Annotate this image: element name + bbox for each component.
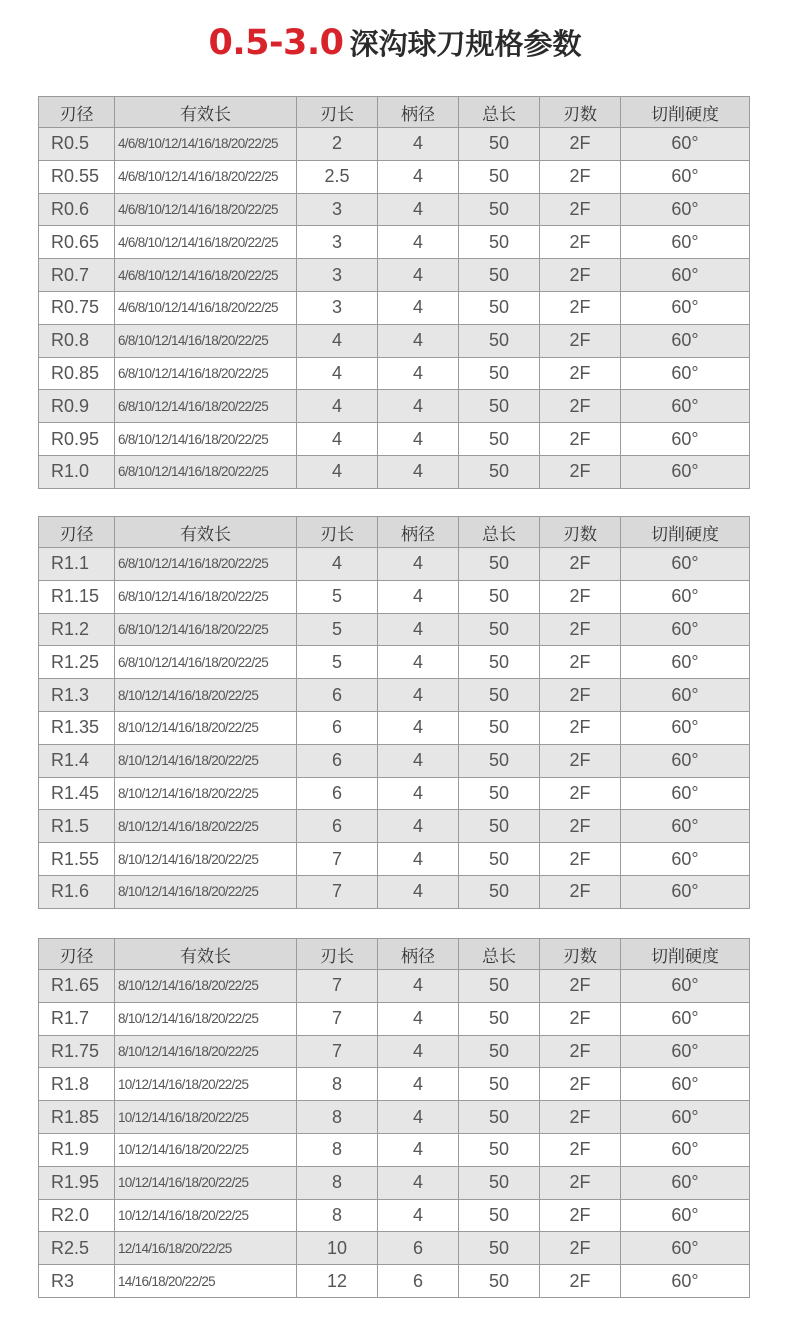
hardness-cell: 60°: [621, 744, 750, 777]
radius-cell: R1.85: [39, 1101, 115, 1134]
shank-diameter-cell: 4: [378, 259, 459, 292]
radius-cell: R0.75: [39, 291, 115, 324]
hardness-cell: 60°: [621, 875, 750, 908]
blade-length-cell: 3: [297, 226, 378, 259]
blade-length-cell: 6: [297, 711, 378, 744]
total-length-cell: 50: [459, 1101, 540, 1134]
total-length-cell: 50: [459, 226, 540, 259]
table-row: [39, 1199, 750, 1232]
hardness-cell: 60°: [621, 777, 750, 810]
flute-count-cell: 2F: [540, 580, 621, 613]
column-header-blade-length: 刃长: [297, 517, 378, 548]
flute-count-cell: 2F: [540, 1199, 621, 1232]
effective-length-cell: 8/10/12/14/16/18/20/22/25: [115, 1002, 297, 1035]
table-row: [39, 390, 750, 423]
flute-count-cell: 2F: [540, 357, 621, 390]
radius-cell: R1.7: [39, 1002, 115, 1035]
hardness-cell: 60°: [621, 1232, 750, 1265]
radius-cell: R0.6: [39, 193, 115, 226]
shank-diameter-cell: 4: [378, 1199, 459, 1232]
blade-length-cell: 6: [297, 777, 378, 810]
hardness-cell: 60°: [621, 970, 750, 1003]
effective-length-cell: 8/10/12/14/16/18/20/22/25: [115, 711, 297, 744]
hardness-cell: 60°: [621, 810, 750, 843]
flute-count-cell: 2F: [540, 259, 621, 292]
shank-diameter-cell: 4: [378, 1068, 459, 1101]
total-length-cell: 50: [459, 160, 540, 193]
radius-cell: R1.65: [39, 970, 115, 1003]
total-length-cell: 50: [459, 548, 540, 581]
radius-cell: R0.55: [39, 160, 115, 193]
total-length-cell: 50: [459, 970, 540, 1003]
hardness-cell: 60°: [621, 357, 750, 390]
total-length-cell: 50: [459, 679, 540, 712]
header-row: [39, 939, 750, 970]
shank-diameter-cell: 4: [378, 455, 459, 488]
column-header-effective-length: 有效长: [115, 97, 297, 128]
column-header-flute-count: 刃数: [540, 939, 621, 970]
flute-count-cell: 2F: [540, 875, 621, 908]
effective-length-cell: 8/10/12/14/16/18/20/22/25: [115, 810, 297, 843]
total-length-cell: 50: [459, 580, 540, 613]
shank-diameter-cell: 4: [378, 970, 459, 1003]
shank-diameter-cell: 4: [378, 423, 459, 456]
radius-cell: R1.6: [39, 875, 115, 908]
table-row: [39, 1232, 750, 1265]
flute-count-cell: 2F: [540, 970, 621, 1003]
flute-count-cell: 2F: [540, 1035, 621, 1068]
hardness-cell: 60°: [621, 1101, 750, 1134]
table-row: [39, 455, 750, 488]
table-row: [39, 777, 750, 810]
effective-length-cell: 4/6/8/10/12/14/16/18/20/22/25: [115, 291, 297, 324]
shank-diameter-cell: 4: [378, 646, 459, 679]
shank-diameter-cell: 4: [378, 1101, 459, 1134]
blade-length-cell: 7: [297, 970, 378, 1003]
table-row: [39, 580, 750, 613]
flute-count-cell: 2F: [540, 810, 621, 843]
hardness-cell: 60°: [621, 679, 750, 712]
column-header-radius: 刃径: [39, 517, 115, 548]
table-row: [39, 128, 750, 161]
hardness-cell: 60°: [621, 324, 750, 357]
hardness-cell: 60°: [621, 1035, 750, 1068]
shank-diameter-cell: 4: [378, 777, 459, 810]
hardness-cell: 60°: [621, 193, 750, 226]
flute-count-cell: 2F: [540, 1232, 621, 1265]
hardness-cell: 60°: [621, 259, 750, 292]
radius-cell: R1.25: [39, 646, 115, 679]
radius-cell: R0.95: [39, 423, 115, 456]
blade-length-cell: 4: [297, 390, 378, 423]
flute-count-cell: 2F: [540, 1068, 621, 1101]
table-row: [39, 810, 750, 843]
blade-length-cell: 7: [297, 1035, 378, 1068]
effective-length-cell: 6/8/10/12/14/16/18/20/22/25: [115, 455, 297, 488]
effective-length-cell: 14/16/18/20/22/25: [115, 1265, 297, 1298]
spec-table-3: [38, 938, 750, 1298]
total-length-cell: 50: [459, 744, 540, 777]
effective-length-cell: 8/10/12/14/16/18/20/22/25: [115, 744, 297, 777]
table-row: [39, 744, 750, 777]
effective-length-cell: 6/8/10/12/14/16/18/20/22/25: [115, 646, 297, 679]
shank-diameter-cell: 4: [378, 580, 459, 613]
shank-diameter-cell: 4: [378, 744, 459, 777]
total-length-cell: 50: [459, 324, 540, 357]
column-header-hardness: 切削硬度: [621, 517, 750, 548]
hardness-cell: 60°: [621, 711, 750, 744]
shank-diameter-cell: 4: [378, 679, 459, 712]
blade-length-cell: 3: [297, 193, 378, 226]
blade-length-cell: 3: [297, 291, 378, 324]
effective-length-cell: 4/6/8/10/12/14/16/18/20/22/25: [115, 226, 297, 259]
column-header-radius: 刃径: [39, 97, 115, 128]
blade-length-cell: 2: [297, 128, 378, 161]
radius-cell: R1.8: [39, 1068, 115, 1101]
radius-cell: R1.15: [39, 580, 115, 613]
blade-length-cell: 5: [297, 646, 378, 679]
radius-cell: R2.0: [39, 1199, 115, 1232]
total-length-cell: 50: [459, 646, 540, 679]
flute-count-cell: 2F: [540, 390, 621, 423]
table-row: [39, 613, 750, 646]
effective-length-cell: 6/8/10/12/14/16/18/20/22/25: [115, 548, 297, 581]
spec-table-2: [38, 516, 750, 909]
hardness-cell: 60°: [621, 843, 750, 876]
table-row: [39, 291, 750, 324]
shank-diameter-cell: 4: [378, 548, 459, 581]
effective-length-cell: 10/12/14/16/18/20/22/25: [115, 1101, 297, 1134]
blade-length-cell: 2.5: [297, 160, 378, 193]
flute-count-cell: 2F: [540, 291, 621, 324]
column-header-shank-diameter: 柄径: [378, 939, 459, 970]
radius-cell: R2.5: [39, 1232, 115, 1265]
radius-cell: R1.45: [39, 777, 115, 810]
blade-length-cell: 10: [297, 1232, 378, 1265]
shank-diameter-cell: 4: [378, 357, 459, 390]
shank-diameter-cell: 4: [378, 128, 459, 161]
flute-count-cell: 2F: [540, 423, 621, 456]
table-row: [39, 711, 750, 744]
total-length-cell: 50: [459, 810, 540, 843]
shank-diameter-cell: 4: [378, 390, 459, 423]
table-row: [39, 324, 750, 357]
column-header-effective-length: 有效长: [115, 939, 297, 970]
column-header-blade-length: 刃长: [297, 97, 378, 128]
column-header-hardness: 切削硬度: [621, 939, 750, 970]
radius-cell: R1.2: [39, 613, 115, 646]
total-length-cell: 50: [459, 1002, 540, 1035]
hardness-cell: 60°: [621, 613, 750, 646]
table-row: [39, 1002, 750, 1035]
effective-length-cell: 4/6/8/10/12/14/16/18/20/22/25: [115, 128, 297, 161]
total-length-cell: 50: [459, 711, 540, 744]
radius-cell: R0.85: [39, 357, 115, 390]
shank-diameter-cell: 4: [378, 193, 459, 226]
radius-cell: R1.1: [39, 548, 115, 581]
total-length-cell: 50: [459, 423, 540, 456]
effective-length-cell: 8/10/12/14/16/18/20/22/25: [115, 843, 297, 876]
table-row: [39, 160, 750, 193]
blade-length-cell: 7: [297, 843, 378, 876]
blade-length-cell: 6: [297, 744, 378, 777]
flute-count-cell: 2F: [540, 1101, 621, 1134]
hardness-cell: 60°: [621, 1133, 750, 1166]
shank-diameter-cell: 4: [378, 875, 459, 908]
total-length-cell: 50: [459, 777, 540, 810]
blade-length-cell: 8: [297, 1068, 378, 1101]
total-length-cell: 50: [459, 1166, 540, 1199]
shank-diameter-cell: 4: [378, 291, 459, 324]
radius-cell: R1.35: [39, 711, 115, 744]
hardness-cell: 60°: [621, 548, 750, 581]
shank-diameter-cell: 6: [378, 1265, 459, 1298]
hardness-cell: 60°: [621, 128, 750, 161]
hardness-cell: 60°: [621, 390, 750, 423]
blade-length-cell: 7: [297, 1002, 378, 1035]
total-length-cell: 50: [459, 843, 540, 876]
effective-length-cell: 6/8/10/12/14/16/18/20/22/25: [115, 580, 297, 613]
radius-cell: R0.7: [39, 259, 115, 292]
effective-length-cell: 6/8/10/12/14/16/18/20/22/25: [115, 390, 297, 423]
column-header-flute-count: 刃数: [540, 97, 621, 128]
column-header-flute-count: 刃数: [540, 517, 621, 548]
hardness-cell: 60°: [621, 291, 750, 324]
flute-count-cell: 2F: [540, 646, 621, 679]
hardness-cell: 60°: [621, 455, 750, 488]
total-length-cell: 50: [459, 1068, 540, 1101]
flute-count-cell: 2F: [540, 1166, 621, 1199]
shank-diameter-cell: 4: [378, 1002, 459, 1035]
flute-count-cell: 2F: [540, 1133, 621, 1166]
effective-length-cell: 8/10/12/14/16/18/20/22/25: [115, 679, 297, 712]
column-header-effective-length: 有效长: [115, 517, 297, 548]
column-header-hardness: 切削硬度: [621, 97, 750, 128]
blade-length-cell: 3: [297, 259, 378, 292]
total-length-cell: 50: [459, 193, 540, 226]
blade-length-cell: 8: [297, 1133, 378, 1166]
blade-length-cell: 6: [297, 679, 378, 712]
table-row: [39, 1101, 750, 1134]
column-header-total-length: 总长: [459, 97, 540, 128]
hardness-cell: 60°: [621, 1166, 750, 1199]
total-length-cell: 50: [459, 259, 540, 292]
shank-diameter-cell: 4: [378, 160, 459, 193]
flute-count-cell: 2F: [540, 843, 621, 876]
table-row: [39, 1035, 750, 1068]
hardness-cell: 60°: [621, 1002, 750, 1035]
shank-diameter-cell: 6: [378, 1232, 459, 1265]
effective-length-cell: 8/10/12/14/16/18/20/22/25: [115, 875, 297, 908]
total-length-cell: 50: [459, 357, 540, 390]
effective-length-cell: 6/8/10/12/14/16/18/20/22/25: [115, 423, 297, 456]
blade-length-cell: 8: [297, 1166, 378, 1199]
total-length-cell: 50: [459, 1232, 540, 1265]
hardness-cell: 60°: [621, 1265, 750, 1298]
total-length-cell: 50: [459, 1133, 540, 1166]
hardness-cell: 60°: [621, 423, 750, 456]
flute-count-cell: 2F: [540, 1002, 621, 1035]
flute-count-cell: 2F: [540, 455, 621, 488]
flute-count-cell: 2F: [540, 711, 621, 744]
blade-length-cell: 12: [297, 1265, 378, 1298]
effective-length-cell: 8/10/12/14/16/18/20/22/25: [115, 970, 297, 1003]
table-row: [39, 970, 750, 1003]
shank-diameter-cell: 4: [378, 1133, 459, 1166]
radius-cell: R1.9: [39, 1133, 115, 1166]
effective-length-cell: 4/6/8/10/12/14/16/18/20/22/25: [115, 160, 297, 193]
table-row: [39, 1133, 750, 1166]
total-length-cell: 50: [459, 1199, 540, 1232]
column-header-shank-diameter: 柄径: [378, 97, 459, 128]
effective-length-cell: 4/6/8/10/12/14/16/18/20/22/25: [115, 259, 297, 292]
flute-count-cell: 2F: [540, 226, 621, 259]
column-header-blade-length: 刃长: [297, 939, 378, 970]
table-row: [39, 357, 750, 390]
effective-length-cell: 10/12/14/16/18/20/22/25: [115, 1199, 297, 1232]
table-row: [39, 679, 750, 712]
radius-cell: R1.5: [39, 810, 115, 843]
flute-count-cell: 2F: [540, 128, 621, 161]
flute-count-cell: 2F: [540, 777, 621, 810]
hardness-cell: 60°: [621, 1199, 750, 1232]
column-header-total-length: 总长: [459, 517, 540, 548]
blade-length-cell: 4: [297, 324, 378, 357]
radius-cell: R1.0: [39, 455, 115, 488]
flute-count-cell: 2F: [540, 1265, 621, 1298]
blade-length-cell: 5: [297, 613, 378, 646]
hardness-cell: 60°: [621, 646, 750, 679]
radius-cell: R1.4: [39, 744, 115, 777]
effective-length-cell: 6/8/10/12/14/16/18/20/22/25: [115, 324, 297, 357]
spec-table-1: [38, 96, 750, 489]
effective-length-cell: 8/10/12/14/16/18/20/22/25: [115, 1035, 297, 1068]
hardness-cell: 60°: [621, 160, 750, 193]
header-row: [39, 517, 750, 548]
table-row: [39, 646, 750, 679]
effective-length-cell: 8/10/12/14/16/18/20/22/25: [115, 777, 297, 810]
effective-length-cell: 12/14/16/18/20/22/25: [115, 1232, 297, 1265]
hardness-cell: 60°: [621, 580, 750, 613]
flute-count-cell: 2F: [540, 548, 621, 581]
table-row: [39, 1265, 750, 1298]
hardness-cell: 60°: [621, 1068, 750, 1101]
radius-cell: R1.95: [39, 1166, 115, 1199]
blade-length-cell: 4: [297, 423, 378, 456]
shank-diameter-cell: 4: [378, 1035, 459, 1068]
total-length-cell: 50: [459, 875, 540, 908]
shank-diameter-cell: 4: [378, 324, 459, 357]
total-length-cell: 50: [459, 613, 540, 646]
table-row: [39, 423, 750, 456]
effective-length-cell: 10/12/14/16/18/20/22/25: [115, 1166, 297, 1199]
table-row: [39, 843, 750, 876]
effective-length-cell: 10/12/14/16/18/20/22/25: [115, 1068, 297, 1101]
radius-cell: R1.75: [39, 1035, 115, 1068]
shank-diameter-cell: 4: [378, 810, 459, 843]
blade-length-cell: 8: [297, 1199, 378, 1232]
header-row: [39, 97, 750, 128]
table-row: [39, 193, 750, 226]
flute-count-cell: 2F: [540, 193, 621, 226]
blade-length-cell: 5: [297, 580, 378, 613]
radius-cell: R0.5: [39, 128, 115, 161]
total-length-cell: 50: [459, 128, 540, 161]
blade-length-cell: 6: [297, 810, 378, 843]
table-row: [39, 1068, 750, 1101]
shank-diameter-cell: 4: [378, 1166, 459, 1199]
flute-count-cell: 2F: [540, 324, 621, 357]
flute-count-cell: 2F: [540, 679, 621, 712]
effective-length-cell: 6/8/10/12/14/16/18/20/22/25: [115, 613, 297, 646]
column-header-radius: 刃径: [39, 939, 115, 970]
effective-length-cell: 6/8/10/12/14/16/18/20/22/25: [115, 357, 297, 390]
flute-count-cell: 2F: [540, 744, 621, 777]
total-length-cell: 50: [459, 390, 540, 423]
page-title: [0, 22, 790, 63]
shank-diameter-cell: 4: [378, 711, 459, 744]
total-length-cell: 50: [459, 455, 540, 488]
total-length-cell: 50: [459, 1265, 540, 1298]
radius-cell: R1.55: [39, 843, 115, 876]
blade-length-cell: 4: [297, 548, 378, 581]
column-header-total-length: 总长: [459, 939, 540, 970]
total-length-cell: 50: [459, 1035, 540, 1068]
total-length-cell: 50: [459, 291, 540, 324]
shank-diameter-cell: 4: [378, 843, 459, 876]
radius-cell: R3: [39, 1265, 115, 1298]
blade-length-cell: 7: [297, 875, 378, 908]
radius-cell: R0.9: [39, 390, 115, 423]
effective-length-cell: 10/12/14/16/18/20/22/25: [115, 1133, 297, 1166]
shank-diameter-cell: 4: [378, 226, 459, 259]
title-text: 深沟球刀规格参数: [349, 27, 582, 61]
flute-count-cell: 2F: [540, 160, 621, 193]
shank-diameter-cell: 4: [378, 613, 459, 646]
radius-cell: R1.3: [39, 679, 115, 712]
table-row: [39, 259, 750, 292]
blade-length-cell: 4: [297, 455, 378, 488]
flute-count-cell: 2F: [540, 613, 621, 646]
table-row: [39, 1166, 750, 1199]
radius-cell: R0.65: [39, 226, 115, 259]
title-range: 0.5-3.0: [208, 23, 344, 63]
blade-length-cell: 4: [297, 357, 378, 390]
hardness-cell: 60°: [621, 226, 750, 259]
table-row: [39, 875, 750, 908]
effective-length-cell: 4/6/8/10/12/14/16/18/20/22/25: [115, 193, 297, 226]
blade-length-cell: 8: [297, 1101, 378, 1134]
table-row: [39, 548, 750, 581]
table-row: [39, 226, 750, 259]
column-header-shank-diameter: 柄径: [378, 517, 459, 548]
radius-cell: R0.8: [39, 324, 115, 357]
